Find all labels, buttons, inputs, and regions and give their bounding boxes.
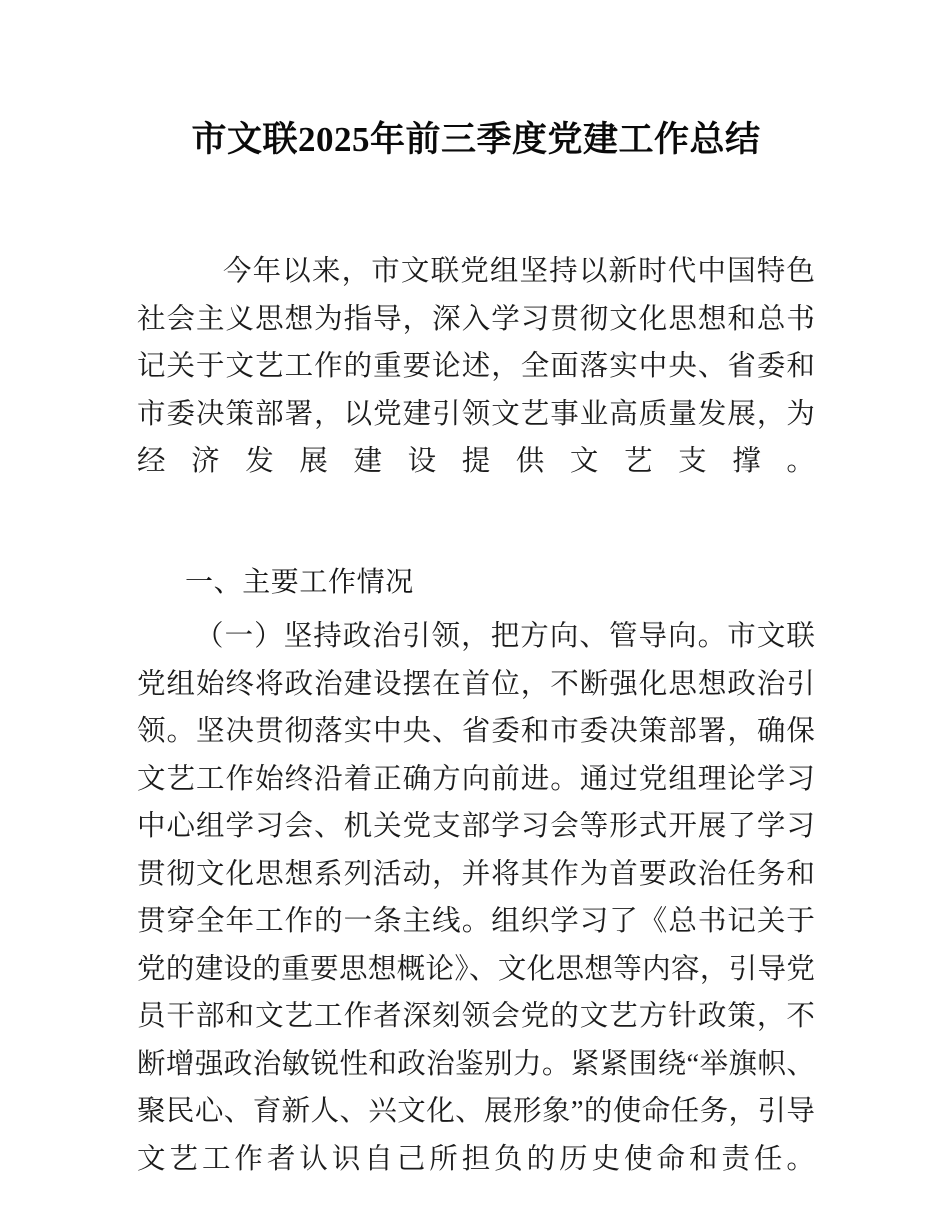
document-body <box>137 0 815 1230</box>
section-heading-main-work: 一、主要工作情况 <box>185 566 414 597</box>
paragraph-political-leadership: （一）坚持政治引领，把方向、管导向。市文联党组始终将政治建设摆在首位，不断强化思想政治引领。坚决贯彻落实中央、省委和市委决策部署，确保文艺工作始终沿着正确方向前进。通过党组理论学习中心组学习会、机关党支部学习会等形式开展了学习贯彻文化思想系列活动，并将其作为首要政治任务和贯穿全年工作的一条主线。组织学习了《总书记关于党的建设的重要思想概论》、文化思想等内容，引导党员干部和文艺工作者深刻领会党的文艺方针政策，不断增强政治敏锐性和政治鉴别力。紧紧围绕“举旗帜、聚民心、育新人、兴文化、展形象”的使命任务，引导文艺工作者认识自己所担负的历史使命和责任。 <box>137 621 815 1175</box>
paragraph-intro: 今年以来，市文联党组坚持以新时代中国特色社会主义思想为指导，深入学习贯彻文化思想和总书记关于文艺工作的重要论述，全面落实中央、省委和市委决策部署，以党建引领文艺事业高质量发展，为经济发展建设提供文艺支撑。 <box>137 256 815 477</box>
page-title: 市文联2025年前三季度党建工作总结 <box>191 120 761 159</box>
